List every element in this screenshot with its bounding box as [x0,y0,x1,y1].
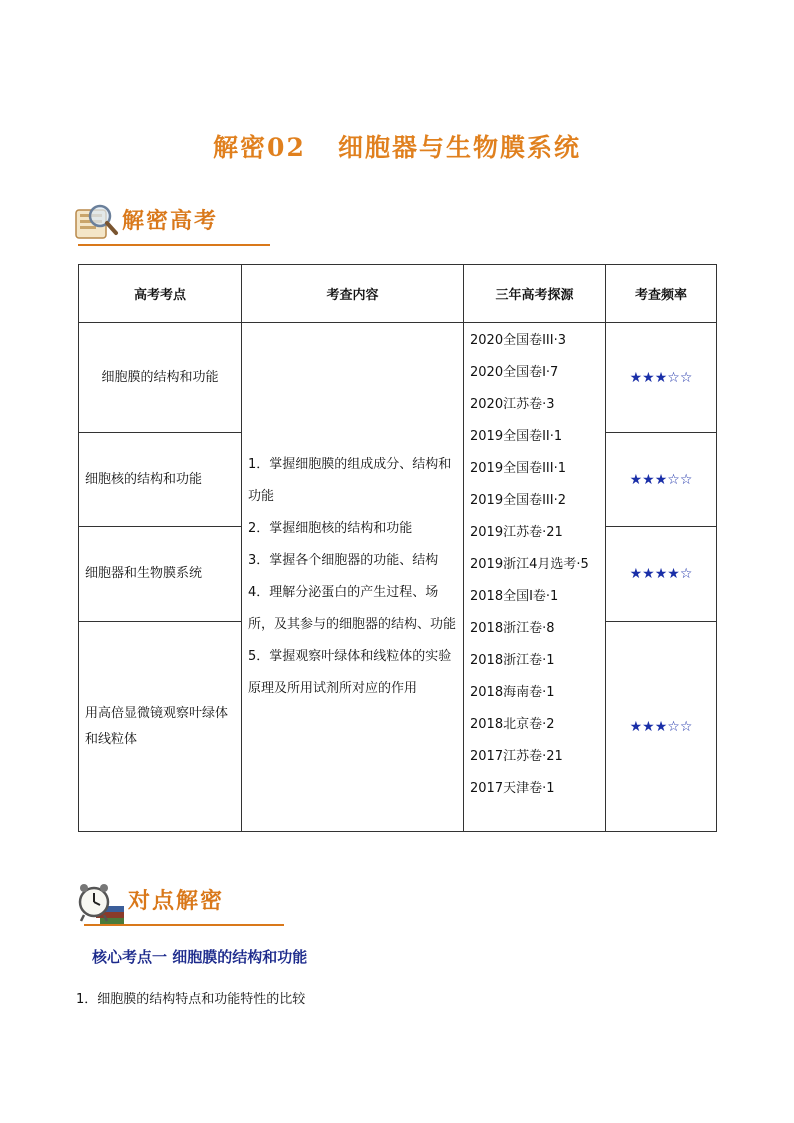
frequency-stars [606,622,717,832]
sources-cell [464,323,606,832]
star-filled-icon: ★ [654,718,668,735]
content-line: 2．掌握细胞核的结构和功能 [248,521,413,536]
table-row [79,323,717,433]
content-line: 5．掌握观察叶绿体和线粒体的实验原理及所用试剂所对应的作用 [248,649,452,696]
star-empty-icon: ☆ [667,369,680,386]
star-filled-icon: ★ [654,369,668,386]
source-item: 2018浙江卷·1 [470,653,555,668]
page-title: 解密02 细胞器与生物膜系统 [213,133,581,162]
content-line: 3．掌握各个细胞器的功能、结构 [248,553,439,568]
star-filled-icon: ★ [642,566,655,582]
header-content: 考查内容 [242,265,464,323]
header-topic: 高考考点 [79,265,242,323]
star-empty-icon: ☆ [679,471,693,488]
star-empty-icon: ☆ [667,718,680,735]
source-item: 2020江苏卷·3 [470,397,555,412]
section-rule [78,244,270,246]
source-item: 2018全国Ⅰ卷·1 [470,589,559,604]
frequency-stars [606,323,717,433]
content-line: 4．理解分泌蛋白的产生过程、场所，及其参与的细胞器的结构、功能 [248,585,457,632]
source-item: 2019全国卷III·1 [470,461,566,476]
star-empty-icon: ☆ [679,718,693,735]
topic-cell: 细胞核的结构和功能 [79,433,242,527]
alarm-clock-books-icon [76,880,126,926]
star-filled-icon: ★ [654,471,668,488]
star-filled-icon: ★ [629,471,643,488]
source-item: 2019浙江4月选考·5 [470,557,589,572]
star-filled-icon: ★ [629,566,643,582]
source-item: 2018浙江卷·8 [470,621,555,636]
source-item: 2019江苏卷·21 [470,525,563,540]
section-banner-points [76,880,286,928]
header-sources: 三年高考探源 [464,265,606,323]
magnifier-icon [70,200,120,246]
section-banner-exam [70,200,270,248]
topic-cell: 用高倍显微镜观察叶绿体和线粒体 [79,622,242,832]
star-filled-icon: ★ [629,369,643,386]
star-filled-icon: ★ [642,369,655,386]
source-item: 2017天津卷·1 [470,781,555,796]
star-filled-icon: ★ [642,471,655,488]
frequency-stars [606,527,717,622]
core-point-heading: 核心考点一 细胞膜的结构和功能 [92,948,308,966]
table-header-row [79,265,717,323]
source-item: 2018北京卷·2 [470,717,555,732]
star-filled-icon: ★ [629,718,643,735]
source-item: 2019全国卷III·2 [470,493,566,508]
header-frequency: 考查频率 [606,265,717,323]
paragraph-text: 1．细胞膜的结构特点和功能特性的比较 [76,992,306,1007]
star-filled-icon: ★ [654,566,668,582]
content-cell [242,323,464,832]
star-empty-icon: ☆ [667,471,680,488]
source-item: 2020全国卷III·3 [470,333,566,348]
source-item: 2017江苏卷·21 [470,749,563,764]
section-rule [84,924,284,926]
topic-cell: 细胞器和生物膜系统 [79,527,242,622]
section-label: 解密高考 [122,208,219,234]
star-filled-icon: ★ [642,718,655,735]
content-line: 1．掌握细胞膜的组成成分、结构和功能 [248,457,452,504]
topic-cell: 细胞膜的结构和功能 [79,323,242,433]
source-item: 2020全国卷Ⅰ·7 [470,365,559,380]
source-item: 2019全国卷II·1 [470,429,563,444]
source-item: 2018海南卷·1 [470,685,555,700]
section-label: 对点解密 [128,888,225,914]
frequency-stars [606,433,717,527]
exam-overview-table [78,264,717,832]
star-empty-icon: ☆ [679,566,693,582]
star-filled-icon: ★ [667,566,680,582]
star-empty-icon: ☆ [679,369,693,386]
